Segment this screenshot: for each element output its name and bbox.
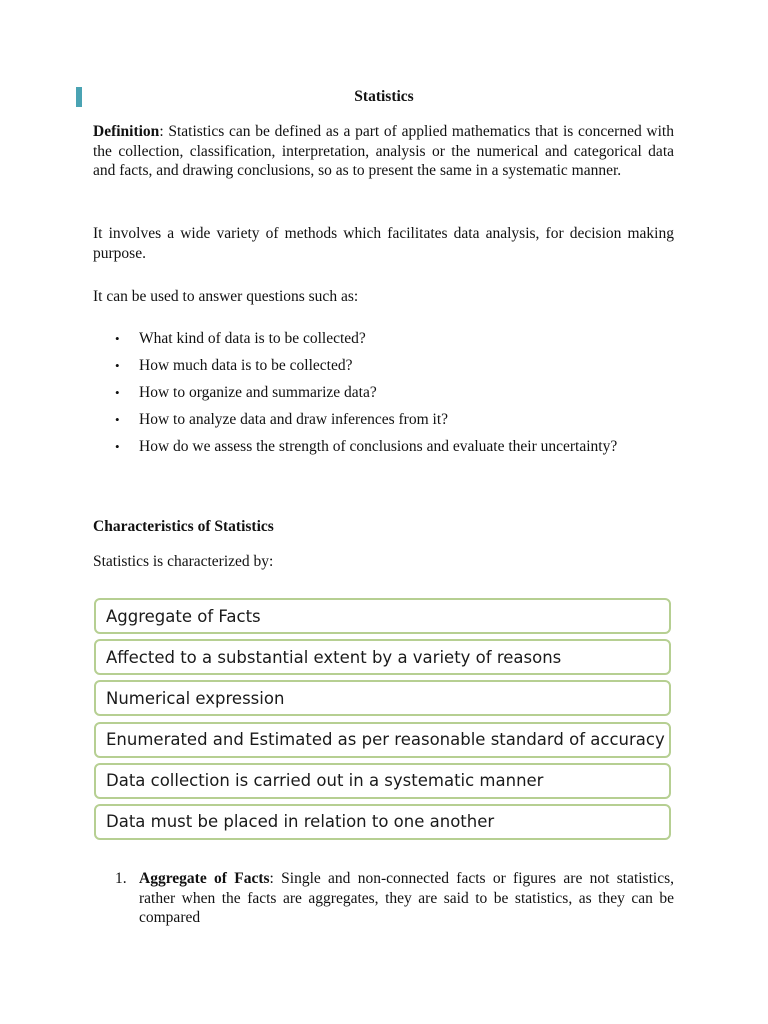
- characteristic-box: Data must be placed in relation to one another: [94, 804, 671, 840]
- characteristic-box: Enumerated and Estimated as per reasonable standard of accuracy: [94, 722, 671, 758]
- numbered-item: [93, 869, 674, 928]
- characteristics-diagram: [94, 598, 671, 845]
- item-label: Aggregate of Facts: [139, 870, 270, 887]
- characteristic-box: Numerical expression: [94, 680, 671, 716]
- characteristic-box: Data collection is carried out in a systematic manner: [94, 763, 671, 799]
- definition-text: : Statistics can be defined as a part of applied mathematics that is concerned with the collection, classification, interpretation, analysis or the numerical and categorical data and facts, and drawing conclusions, so as to present the same in a systematic manner.: [93, 123, 674, 179]
- list-item: • What kind of data is to be collected?: [93, 329, 674, 349]
- questions-list: [93, 329, 674, 464]
- list-item: • How to analyze data and draw inferences from it?: [93, 410, 674, 430]
- item-number: 1.: [115, 870, 127, 887]
- numbered-list: [93, 869, 674, 928]
- definition-label: Definition: [93, 123, 160, 140]
- definition-paragraph: [93, 122, 674, 181]
- page-title: Statistics: [354, 88, 414, 105]
- characteristic-box: Affected to a substantial extent by a variety of reasons: [94, 639, 671, 675]
- list-item: • How to organize and summarize data?: [93, 383, 674, 403]
- list-item: • How do we assess the strength of conclusions and evaluate their uncertainty?: [93, 437, 674, 457]
- characteristics-heading: Characteristics of Statistics: [93, 518, 274, 535]
- methods-paragraph: It involves a wide variety of methods which facilitates data analysis, for decision making purpose.: [93, 225, 674, 262]
- list-item: • How much data is to be collected?: [93, 356, 674, 376]
- item-text: : Single and non-connected facts or figures are not statistics, rather when the facts are aggregates, they are said to be statistics, as they can be compared: [139, 870, 674, 926]
- characteristic-box: Aggregate of Facts: [94, 598, 671, 634]
- characteristics-intro: Statistics is characterized by:: [93, 553, 274, 570]
- questions-intro: It can be used to answer questions such as:: [93, 288, 359, 305]
